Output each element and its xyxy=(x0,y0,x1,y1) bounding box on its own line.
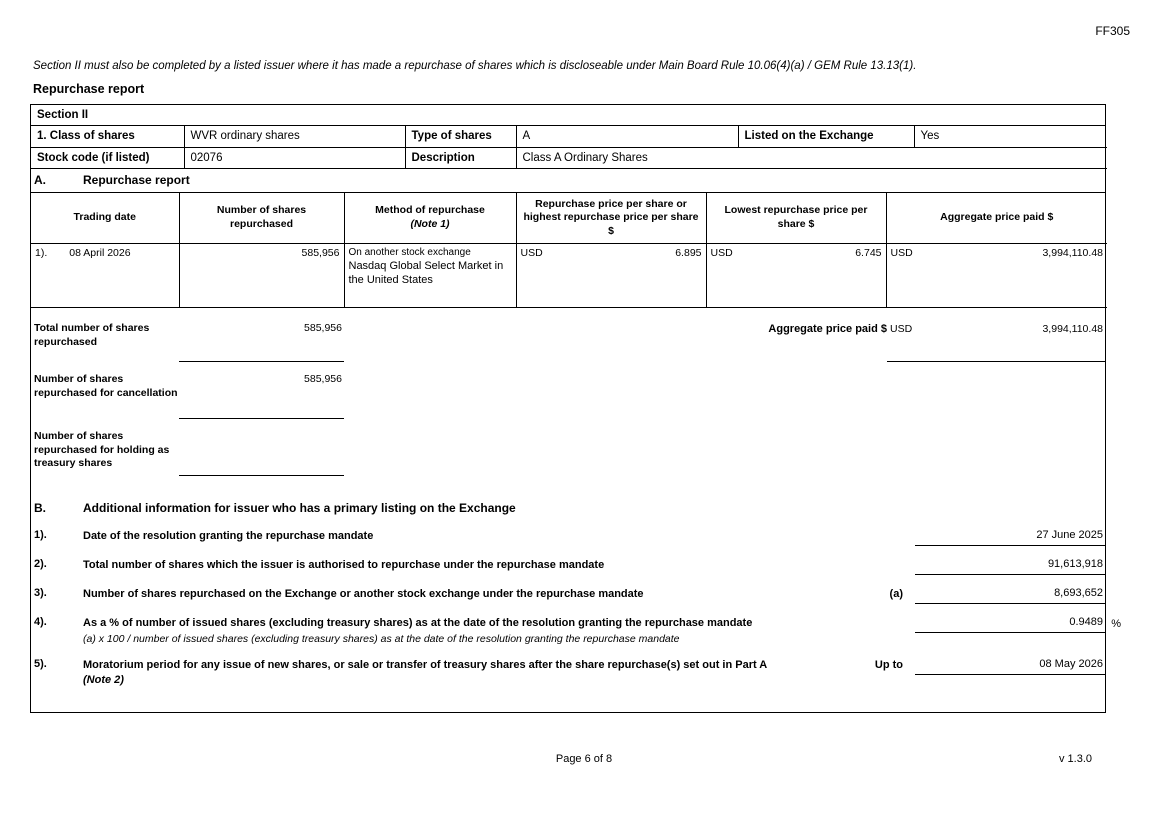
aggregate-total-currency: USD xyxy=(890,323,913,336)
part-b-item-1 xyxy=(34,529,1105,546)
item-5-text-wrap xyxy=(83,658,875,686)
class-of-shares-label: 1. Class of shares xyxy=(31,126,184,147)
aggregate-total-field xyxy=(887,322,1105,362)
col-trading-date: Trading date xyxy=(31,193,179,244)
item-4-formula-note: (a) x 100 / number of issued shares (excluding treasury shares) as at the date of the resolution granting the repurchase mandate xyxy=(83,632,680,645)
part-b-title: Additional information for issuer who has a primary listing on the Exchange xyxy=(83,501,516,516)
item-4-percent-sign: % xyxy=(1111,618,1121,631)
item-5-value: 08 May 2026 xyxy=(915,658,1105,675)
description-value: Class A Ordinary Shares xyxy=(516,147,1107,168)
aggregate-paid-cell xyxy=(886,244,1107,308)
total-shares-value: 585,956 xyxy=(179,322,344,362)
intro-note: Section II must also be completed by a listed issuer where it has made a repurchase of shares which is discloseable under Main Board Rule 10.06(4)(a) / GEM Rule 13.13(1). xyxy=(33,60,917,72)
col-method-label: Method of repurchase xyxy=(375,204,485,217)
type-of-shares-label: Type of shares xyxy=(405,126,516,147)
item-1-value: 27 June 2025 xyxy=(915,529,1105,546)
col-shares-repurchased: Number of shares repurchased xyxy=(179,193,344,244)
part-b-item-3 xyxy=(34,587,1105,604)
page-title: Repurchase report xyxy=(33,82,145,96)
item-5-number: 5). xyxy=(34,657,47,670)
high-price-cell xyxy=(516,244,706,308)
total-shares-row xyxy=(34,322,1105,362)
item-3-value: 8,693,652 xyxy=(915,587,1105,604)
item-2-number: 2). xyxy=(34,558,47,571)
col-method-note: (Note 1) xyxy=(410,217,450,230)
part-b-item-2 xyxy=(34,558,1105,575)
page-number: Page 6 of 8 xyxy=(555,753,613,765)
item-4-value xyxy=(915,616,1121,633)
aggregate-currency: USD xyxy=(890,247,913,260)
col-method xyxy=(344,193,516,244)
treasury-row xyxy=(34,430,1105,476)
item-1-text: Date of the resolution granting the repurchase mandate xyxy=(83,530,374,543)
high-price-value: 6.895 xyxy=(675,247,702,260)
item-1-number: 1). xyxy=(34,529,47,542)
item-3-text: Number of shares repurchased on the Exchange or another stock exchange under the repurchase mandate xyxy=(83,588,644,601)
repurchase-table-header-row xyxy=(31,193,1107,244)
item-3-text-wrap xyxy=(83,587,890,601)
item-2-text-wrap xyxy=(83,558,915,572)
listed-on-exchange-value: Yes xyxy=(914,126,1107,147)
cancellation-value: 585,956 xyxy=(179,373,344,419)
item-4-text-wrap xyxy=(83,616,915,645)
aggregate-total-label: Aggregate price paid $ xyxy=(768,323,887,336)
row-index: 1). xyxy=(35,247,48,260)
col-low-price: Lowest repurchase price per share $ xyxy=(706,193,886,244)
part-b-item-4 xyxy=(34,616,1121,645)
stock-code-value: 02076 xyxy=(184,147,405,168)
class-of-shares-row xyxy=(31,126,1107,147)
item-2-text: Total number of shares which the issuer is authorised to repurchase under the repurchase mandate xyxy=(83,559,605,572)
form-code: FF305 xyxy=(1095,24,1130,38)
cancellation-label: Number of shares repurchased for cancellation xyxy=(34,373,178,399)
aggregate-total-value: 3,994,110.48 xyxy=(1042,323,1103,336)
item-5-up-to-label: Up to xyxy=(874,658,903,671)
item-1-text-wrap xyxy=(83,529,915,543)
method-value: On another stock exchange xyxy=(348,247,471,259)
section-ii-header: Section II xyxy=(31,105,1105,126)
part-a-title: Repurchase report xyxy=(83,172,190,187)
share-info-table xyxy=(31,126,1107,169)
class-of-shares-value: WVR ordinary shares xyxy=(184,126,405,147)
high-price-currency: USD xyxy=(520,247,543,260)
description-label: Description xyxy=(405,147,516,168)
item-3-ref-a: (a) xyxy=(889,588,903,601)
low-price-currency: USD xyxy=(710,247,733,260)
item-2-value: 91,613,918 xyxy=(915,558,1105,575)
listed-on-exchange-label: Listed on the Exchange xyxy=(738,126,914,147)
repurchase-row xyxy=(31,244,1107,308)
part-a-letter: A. xyxy=(34,172,46,187)
col-aggregate-paid: Aggregate price paid $ xyxy=(886,193,1107,244)
item-3-number: 3). xyxy=(34,587,47,600)
shares-repurchased-cell: 585,956 xyxy=(179,244,344,308)
repurchase-form-box xyxy=(30,104,1121,713)
trading-date-value: 08 April 2026 xyxy=(69,247,131,260)
version-label: v 1.3.0 xyxy=(1058,753,1092,765)
cancellation-row xyxy=(34,373,1105,419)
treasury-value xyxy=(179,430,344,476)
treasury-label: Number of shares repurchased for holding as treasury shares xyxy=(34,430,170,469)
totals-section xyxy=(31,308,1105,491)
stock-code-row xyxy=(31,147,1107,168)
part-b-heading xyxy=(34,501,1105,515)
total-shares-label: Total number of shares repurchased xyxy=(34,322,150,348)
market-value: Nasdaq Global Select Market in the United States xyxy=(348,260,504,287)
low-price-cell xyxy=(706,244,886,308)
item-5-text: Moratorium period for any issue of new shares, or sale or transfer of treasury shares after the share repurchase(s) set out in Part A xyxy=(83,658,768,671)
low-price-value: 6.745 xyxy=(855,247,882,260)
item-4-percentage: 0.9489 xyxy=(1069,616,1103,629)
aggregate-paid-value: 3,994,110.48 xyxy=(1042,247,1103,260)
col-high-price: Repurchase price per share or highest repurchase price per share $ xyxy=(516,193,706,244)
item-4-number: 4). xyxy=(34,616,47,629)
item-4-text: As a % of number of issued shares (excluding treasury shares) as at the date of the resolution granting the repurchase mandate xyxy=(83,617,753,630)
repurchase-table xyxy=(31,193,1107,309)
stock-code-label: Stock code (if listed) xyxy=(31,147,184,168)
part-a-heading xyxy=(31,169,1105,193)
part-b-section xyxy=(31,491,1121,712)
type-of-shares-value: A xyxy=(516,126,738,147)
part-b-item-5 xyxy=(34,658,1105,686)
part-b-letter: B. xyxy=(34,501,46,516)
method-cell xyxy=(344,244,516,308)
trading-date-cell xyxy=(31,244,179,308)
spacer xyxy=(344,322,768,362)
item-5-note: (Note 2) xyxy=(83,674,124,687)
